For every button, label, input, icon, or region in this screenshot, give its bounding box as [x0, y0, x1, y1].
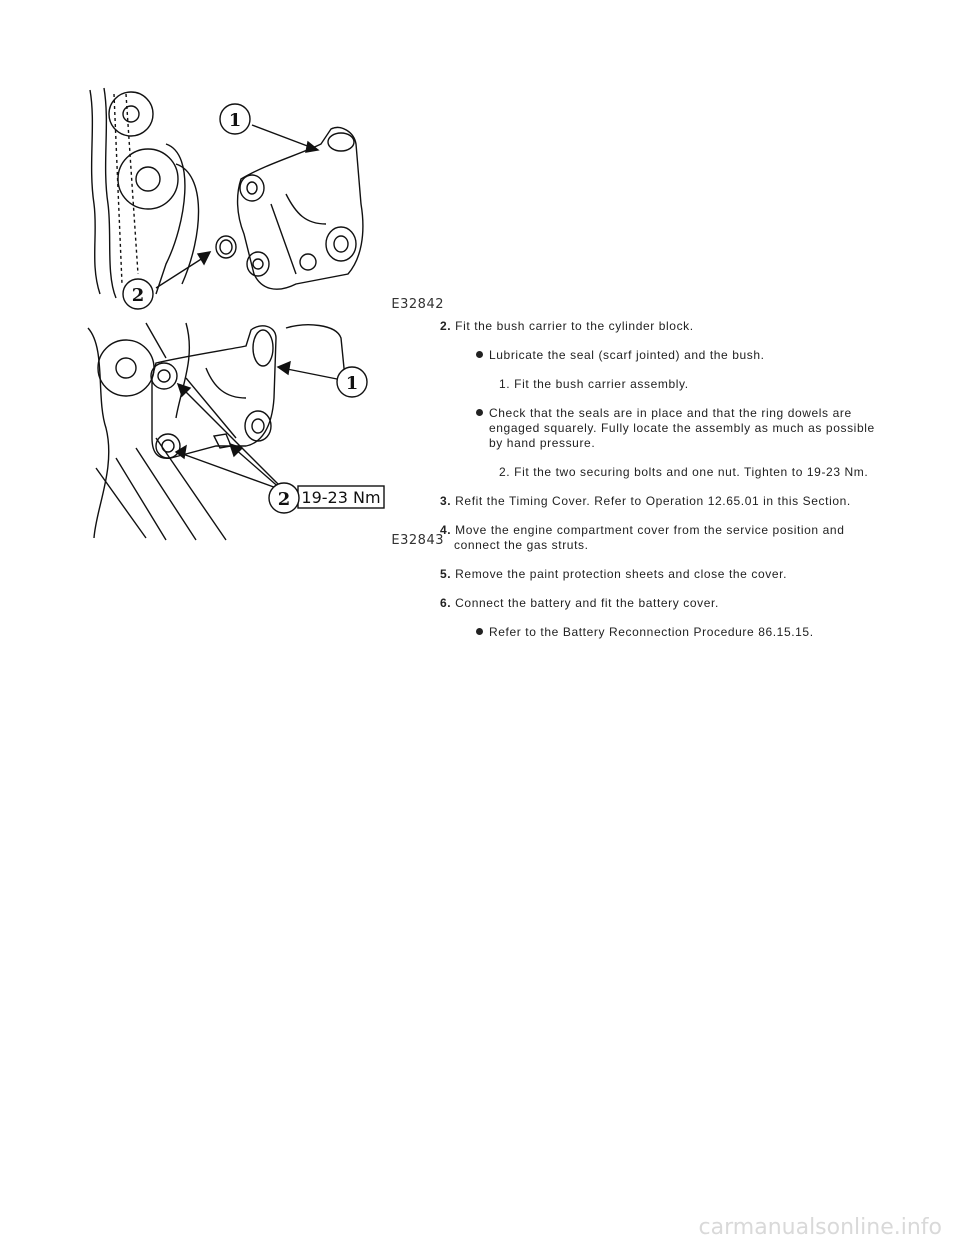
figure-id: E32843: [391, 533, 444, 548]
step-2: 2. Fit the bush carrier to the cylinder block.: [440, 319, 694, 333]
bullet-lubricate: Lubricate the seal (scarf jointed) and the bush.: [476, 348, 880, 363]
callout-2: 2: [277, 489, 291, 510]
bullet-check-seals: Check that the seals are in place and that the ring dowels are engaged squarely. Fully locate the assembly as much as possible by hand pressure.: [476, 406, 880, 451]
callout-2: 2: [131, 285, 145, 306]
bush-carrier-illustration: [86, 84, 446, 312]
watermark: [0, 1214, 960, 1242]
procedure-text: [440, 319, 880, 654]
step-4: 4. Move the engine compartment cover from the service position and connect the gas struts.: [440, 523, 845, 552]
step-5: 5. Remove the paint protection sheets and close the cover.: [440, 567, 788, 581]
substep-1: 1. Fit the bush carrier assembly.: [499, 377, 689, 391]
substep-2: 2. Fit the two securing bolts and one nut. Tighten to 19-23 Nm.: [499, 465, 869, 479]
step-6: 6. Connect the battery and fit the battery cover.: [440, 596, 719, 610]
torque-label: 19-23 Nm: [301, 488, 381, 507]
callout-1: 1: [345, 373, 359, 394]
figure-e32843: [86, 318, 446, 548]
watermark-text: carmanualsonline.info: [698, 1215, 942, 1240]
bullet-battery: Refer to the Battery Reconnection Procedure 86.15.15.: [476, 625, 880, 640]
figure-e32842: [86, 84, 446, 312]
bush-carrier-installed-illustration: [86, 318, 446, 548]
step-3: 3. Refit the Timing Cover. Refer to Operation 12.65.01 in this Section.: [440, 494, 851, 508]
callout-1: 1: [228, 110, 242, 131]
figure-id: E32842: [391, 297, 444, 312]
